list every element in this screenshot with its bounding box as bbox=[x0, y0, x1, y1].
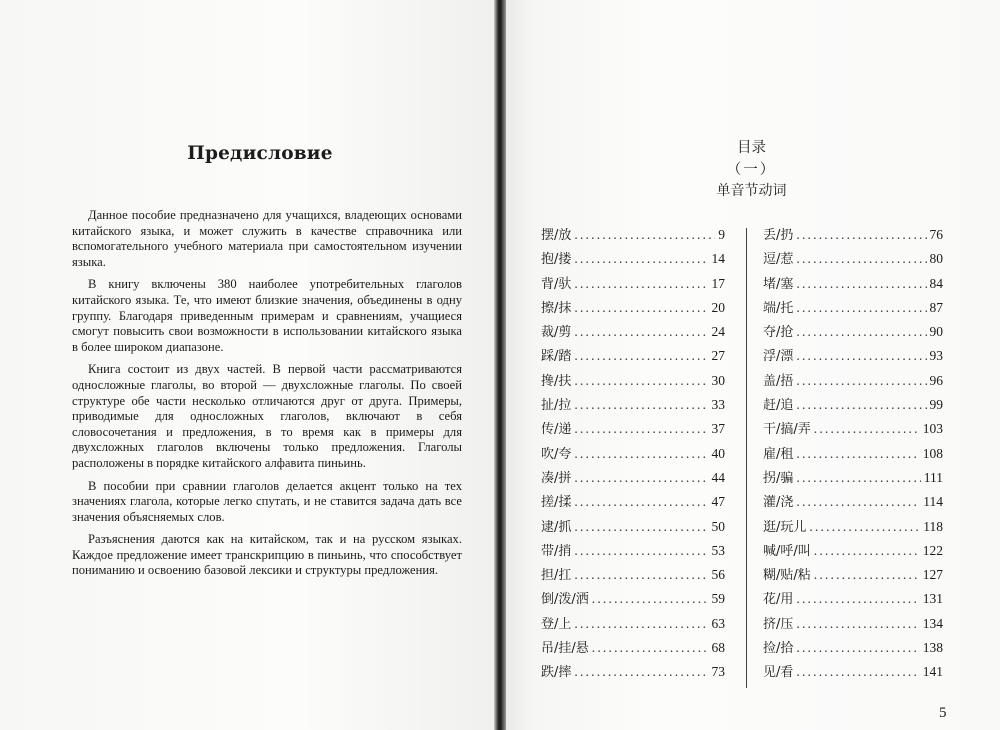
toc-entry-page: 47 bbox=[711, 494, 725, 510]
toc-entry-word: 堵/塞 bbox=[763, 276, 794, 292]
toc-entry bbox=[763, 443, 943, 467]
toc-entry-page: 127 bbox=[922, 567, 943, 583]
toc-entry bbox=[541, 661, 725, 685]
toc-entry-leader bbox=[574, 300, 708, 316]
toc-entry-page: 59 bbox=[711, 591, 725, 607]
toc-part-label: （一） bbox=[726, 162, 777, 178]
toc-entry bbox=[763, 516, 943, 540]
toc-entry-leader bbox=[809, 519, 920, 535]
toc-entry bbox=[541, 491, 725, 515]
toc-entry-word: 搓/揉 bbox=[541, 495, 572, 511]
toc-entry-leader bbox=[574, 276, 708, 292]
toc-entry-word: 花/用 bbox=[763, 592, 794, 608]
toc-entry-page: 27 bbox=[711, 348, 725, 364]
toc-entry-leader bbox=[796, 616, 919, 632]
toc-entry-word: 逛/玩儿 bbox=[763, 519, 807, 535]
toc-entry-leader bbox=[796, 300, 926, 316]
toc-entry-page: 14 bbox=[711, 251, 725, 267]
toc-entry-leader bbox=[592, 591, 709, 607]
toc-entry bbox=[763, 370, 943, 394]
preface-title: Предисловие bbox=[187, 143, 333, 164]
toc-entry-word: 吊/挂/悬 bbox=[541, 641, 589, 657]
toc-entry-word: 盖/捂 bbox=[763, 373, 794, 389]
toc-entry-leader bbox=[574, 494, 708, 510]
toc-entry-page: 9 bbox=[718, 227, 725, 242]
toc-entry-leader bbox=[796, 664, 919, 680]
toc-entry-page: 17 bbox=[711, 275, 725, 291]
toc-entry-page: 90 bbox=[929, 324, 943, 340]
toc-entry-leader bbox=[796, 276, 926, 292]
toc-entry-leader bbox=[574, 446, 708, 462]
toc-entry-word: 吹/夸 bbox=[541, 446, 572, 462]
toc-entry-word: 跌/摔 bbox=[541, 665, 572, 681]
toc-entry-leader bbox=[796, 446, 919, 462]
toc-entry bbox=[763, 321, 943, 345]
toc-entry-leader bbox=[574, 324, 708, 340]
toc-entry bbox=[763, 467, 943, 491]
toc-entry-leader bbox=[796, 373, 926, 389]
toc-entry-word: 带/捎 bbox=[541, 543, 572, 559]
toc-column-divider bbox=[746, 228, 747, 688]
toc-entry bbox=[763, 491, 943, 515]
toc-entry-word: 逮/抓 bbox=[541, 519, 572, 535]
toc-entry-word: 擦/抹 bbox=[541, 300, 572, 316]
toc-entry-leader bbox=[574, 397, 708, 413]
toc-entry bbox=[763, 297, 943, 321]
toc-entry-page: 33 bbox=[711, 397, 725, 413]
toc-entry-leader bbox=[796, 348, 926, 364]
toc-entry bbox=[763, 588, 943, 612]
toc-entry bbox=[541, 297, 725, 321]
toc-entry-word: 拐/骗 bbox=[763, 470, 794, 486]
toc-entry bbox=[541, 443, 725, 467]
toc-entry bbox=[763, 540, 943, 564]
toc-entry-page: 37 bbox=[711, 421, 725, 437]
toc-entry-leader bbox=[574, 664, 708, 680]
toc-entry bbox=[763, 661, 943, 685]
toc-entry-word: 糊/贴/粘 bbox=[763, 568, 811, 584]
toc-entry bbox=[541, 637, 725, 661]
toc-entry-page: 93 bbox=[929, 348, 943, 364]
toc-entry-word: 传/递 bbox=[541, 422, 572, 438]
toc-entry-word: 裁/剪 bbox=[541, 325, 572, 341]
toc-entry bbox=[541, 273, 725, 297]
toc-entry bbox=[541, 248, 725, 272]
toc-entry bbox=[763, 345, 943, 369]
toc-entry-page: 68 bbox=[711, 640, 725, 656]
toc-column-left bbox=[541, 224, 725, 686]
toc-entry-word: 丢/扔 bbox=[763, 228, 794, 243]
toc-entry-word: 见/看 bbox=[763, 665, 794, 681]
toc-entry-leader bbox=[796, 640, 919, 656]
toc-entry-leader bbox=[574, 251, 708, 267]
toc-entry-leader bbox=[592, 640, 709, 656]
toc-entry bbox=[541, 540, 725, 564]
toc-entry-page: 103 bbox=[922, 421, 943, 437]
toc-entry-page: 56 bbox=[711, 567, 725, 583]
preface-paragraph: В книгу включены 380 наиболее употребительных глаголов китайского языка. Те, что имеют близкие значения, объединены в одну группу. Благодаря приведенным примерам и сравнениям, учащиеся смогут повысить свои возможности в использовании китайского языка в более широком диапазоне. bbox=[72, 277, 462, 354]
toc-entry-page: 80 bbox=[929, 251, 943, 267]
preface-body bbox=[72, 208, 462, 586]
toc-entry-page: 134 bbox=[922, 615, 943, 631]
toc-entry-page: 99 bbox=[929, 397, 943, 413]
preface-paragraph: Книга состоит из двух частей. В первой части рассматриваются односложные глаголы, во второй — двухсложные глаголы. По своей структуре обе части несколько отличаются друг от друга. Примеры, приводимые для односложных глаголов, включают в себя словосочетания и предложения, в то время как в примеры для двухсложных глаголов включены только предложения. Глаголы расположены в порядке китайского алфавита пиньинь. bbox=[72, 362, 462, 470]
toc-entry bbox=[763, 637, 943, 661]
toc-entry bbox=[541, 564, 725, 588]
toc-entry-word: 灌/浇 bbox=[763, 495, 794, 511]
toc-entry-page: 122 bbox=[922, 542, 943, 558]
toc-entry-leader bbox=[574, 421, 708, 437]
toc-entry-page: 114 bbox=[923, 494, 943, 510]
toc-entry bbox=[763, 564, 943, 588]
toc-entry-leader bbox=[574, 227, 715, 243]
toc-entry-page: 40 bbox=[711, 445, 725, 461]
toc-entry-leader bbox=[796, 494, 920, 510]
toc-entry bbox=[541, 321, 725, 345]
toc-entry-word: 喊/呼/叫 bbox=[763, 543, 811, 559]
toc-entry-word: 赶/追 bbox=[763, 398, 794, 414]
toc-entry-leader bbox=[796, 470, 920, 486]
toc-entry-word: 端/托 bbox=[763, 300, 794, 316]
toc-part-subtitle: 单音节动词 bbox=[716, 183, 787, 199]
toc-entry-leader bbox=[574, 348, 708, 364]
toc-entry-leader bbox=[796, 324, 926, 340]
toc-entry-word: 背/驮 bbox=[541, 276, 572, 292]
toc-entry-page: 118 bbox=[923, 518, 943, 534]
toc-entry-leader bbox=[574, 373, 708, 389]
toc-entry-leader bbox=[574, 567, 708, 583]
toc-title: 目录 bbox=[737, 140, 766, 156]
toc-entry bbox=[541, 588, 725, 612]
toc-entry-page: 50 bbox=[711, 518, 725, 534]
toc-entry bbox=[541, 370, 725, 394]
toc-entry-page: 44 bbox=[711, 469, 725, 485]
toc-entry-word: 摆/放 bbox=[541, 228, 572, 243]
toc-entry bbox=[541, 345, 725, 369]
toc-entry-page: 76 bbox=[929, 227, 943, 242]
toc-entry-page: 20 bbox=[711, 299, 725, 315]
toc-entry-page: 138 bbox=[922, 640, 943, 656]
toc-entry-leader bbox=[574, 616, 708, 632]
toc-entry-word: 扯/拉 bbox=[541, 398, 572, 414]
toc-entry-leader bbox=[796, 591, 919, 607]
toc-entry-page: 131 bbox=[922, 591, 943, 607]
toc-entry-page: 141 bbox=[922, 664, 943, 680]
toc-entry bbox=[763, 224, 943, 248]
toc-entry bbox=[763, 613, 943, 637]
toc-entry-page: 84 bbox=[929, 275, 943, 291]
toc-entry-page: 30 bbox=[711, 372, 725, 388]
toc-entry-word: 倒/泼/洒 bbox=[541, 592, 589, 608]
toc-entry-word: 踩/踏 bbox=[541, 349, 572, 365]
toc-entry-word: 浮/漂 bbox=[763, 349, 794, 365]
toc-entry-word: 干/搞/弄 bbox=[763, 422, 811, 438]
page-number: 5 bbox=[939, 705, 947, 721]
toc-entry bbox=[763, 248, 943, 272]
toc-entry bbox=[763, 418, 943, 442]
toc-entry-page: 111 bbox=[923, 469, 943, 485]
toc-entry bbox=[541, 613, 725, 637]
toc-entry bbox=[541, 467, 725, 491]
toc-entry-page: 24 bbox=[711, 324, 725, 340]
toc-entry bbox=[541, 418, 725, 442]
toc-entry bbox=[541, 516, 725, 540]
toc-entry-word: 搀/扶 bbox=[541, 373, 572, 389]
toc-entry-leader bbox=[574, 470, 708, 486]
toc-entry-page: 53 bbox=[711, 542, 725, 558]
toc-entry-word: 逗/惹 bbox=[763, 252, 794, 268]
toc-entry-leader bbox=[574, 519, 708, 535]
toc-entry-leader bbox=[574, 543, 708, 559]
toc-entry bbox=[763, 394, 943, 418]
toc-entry bbox=[763, 273, 943, 297]
toc-entry bbox=[541, 224, 725, 248]
toc-entry-word: 捡/拾 bbox=[763, 641, 794, 657]
toc-entry-page: 73 bbox=[711, 664, 725, 680]
toc-entry-word: 挤/压 bbox=[763, 616, 794, 632]
toc-entry-word: 雇/租 bbox=[763, 446, 794, 462]
toc-entry-leader bbox=[814, 421, 920, 437]
toc-entry-word: 担/扛 bbox=[541, 568, 572, 584]
toc-entry-leader bbox=[796, 251, 926, 267]
toc-entry-page: 87 bbox=[929, 299, 943, 315]
toc-entry-word: 凑/拼 bbox=[541, 470, 572, 486]
toc-entry-page: 63 bbox=[711, 615, 725, 631]
toc-entry-word: 夺/抢 bbox=[763, 325, 794, 341]
toc-entry-leader bbox=[796, 227, 926, 243]
toc-column-right bbox=[763, 224, 943, 686]
preface-paragraph: Данное пособие предназначено для учащихся, владеющих основами китайского языка, и может служить в качестве справочника или вспомогательного учебного материала при самостоятельном изучении языка. bbox=[72, 208, 462, 269]
preface-paragraph: Разъяснения даются как на китайском, так и на русском языках. Каждое предложение имеет транскрипцию в пиньинь, что способствует пониманию и освоению базовой лексики и структуры предложения. bbox=[72, 532, 462, 578]
toc-entry-page: 96 bbox=[929, 372, 943, 388]
toc-entry-word: 登/上 bbox=[541, 616, 572, 632]
preface-paragraph: В пособии при сравнии глаголов делается акцент только на тех значениях глагола, которые легко спутать, и не ставится задача дать все значения объясняемых слов. bbox=[72, 478, 462, 524]
toc-entry bbox=[541, 394, 725, 418]
toc-entry-page: 108 bbox=[922, 445, 943, 461]
toc-entry-word: 抱/搂 bbox=[541, 252, 572, 268]
toc-entry-leader bbox=[796, 397, 926, 413]
toc-entry-leader bbox=[814, 543, 920, 559]
book-gutter bbox=[494, 0, 506, 730]
toc-entry-leader bbox=[814, 567, 920, 583]
